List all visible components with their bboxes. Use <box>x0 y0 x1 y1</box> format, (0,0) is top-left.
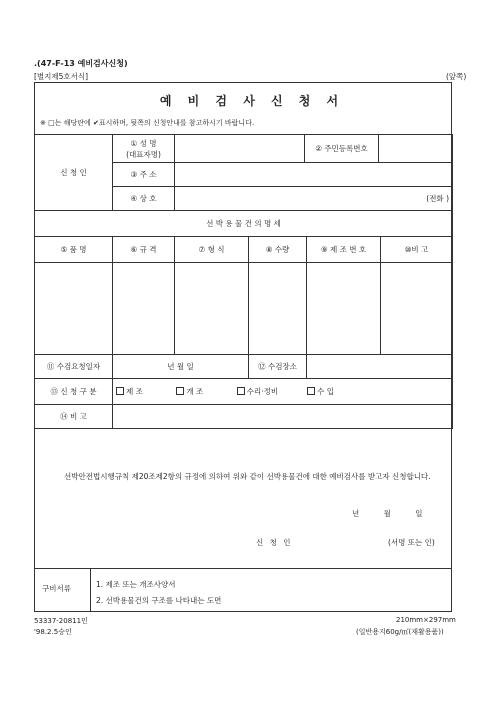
request-date-label: ⑪ 수검요청일자 <box>35 355 113 379</box>
application-date[interactable]: 년 월 일 <box>352 509 423 518</box>
name-field[interactable] <box>175 135 305 163</box>
address-field[interactable] <box>175 163 453 187</box>
goods-col-serial: ⑨ 제 조 번 호 <box>307 237 381 263</box>
front-side-label: (앞쪽) <box>446 72 467 81</box>
instruction-notice: ※ □는 해당란에 ✔표시하며, 뒷쪽의 신청안내를 참고하시기 바랍니다. <box>40 119 255 127</box>
goods-spec-cell[interactable] <box>113 263 175 355</box>
inspection-place-label: ⑫ 수검장소 <box>249 355 307 379</box>
goods-type-cell[interactable] <box>175 263 249 355</box>
required-document-item: 1. 제조 또는 개조사양서 <box>96 580 176 589</box>
goods-col-spec: ⑥ 규 격 <box>113 237 175 263</box>
rrn-field[interactable] <box>379 135 453 163</box>
checkbox-icon <box>237 387 245 395</box>
company-label: ④ 상 호 <box>113 187 175 211</box>
request-date-field[interactable]: 년 월 일 <box>113 355 249 379</box>
rrn-label: ② 주민등록번호 <box>305 135 379 163</box>
documents-column-divider <box>90 568 91 612</box>
application-type-options <box>113 379 453 405</box>
form-title: 예 비 검 사 신 청 서 <box>159 94 345 108</box>
goods-serial-cell[interactable] <box>307 263 381 355</box>
application-type-label: ⑬ 신 청 구 분 <box>35 379 113 405</box>
remarks-label: ⑭ 비 고 <box>35 405 113 429</box>
option-manufacture[interactable]: 제 조 <box>116 386 174 397</box>
applicant-table <box>34 134 453 211</box>
goods-col-type: ⑦ 형 식 <box>175 237 249 263</box>
annex-label: [별지제5호서식] <box>34 72 89 81</box>
form-identifier: .(47-F-13 예비검사신청) <box>34 59 128 68</box>
approval-date: '98.2.5승인 <box>34 628 72 636</box>
application-statement: 선박안전법시행규칙 제20조제2항의 규정에 의하여 위와 같이 선박용물건에 대한 예비검사를 받고자 신청합니다. <box>64 472 431 481</box>
request-table <box>34 354 453 429</box>
option-import[interactable]: 수 입 <box>307 386 365 397</box>
phone-field[interactable] <box>175 187 453 211</box>
signature-note: (서명 또는 인) <box>388 538 435 547</box>
goods-table <box>34 210 453 355</box>
goods-col-remarks: ⑩비 고 <box>381 237 453 263</box>
form-code: 53337-20811민 <box>34 617 88 625</box>
option-repair[interactable]: 수리·정비 <box>237 386 305 397</box>
checkbox-icon <box>176 387 184 395</box>
applicant-signature-label: 신 청 인 <box>256 538 293 547</box>
goods-section-header: 선 박 용 물 건 의 명 세 <box>35 211 453 237</box>
goods-quantity-cell[interactable] <box>249 263 307 355</box>
goods-col-quantity: ⑧ 수량 <box>249 237 307 263</box>
checkbox-icon <box>307 387 315 395</box>
paper-size: 210mm×297mm <box>396 616 456 624</box>
phone-label: (전화 ) <box>426 194 449 203</box>
required-document-item: 2. 선박용물건의 구조를 나타내는 도면 <box>96 596 222 605</box>
goods-remarks-cell[interactable] <box>381 263 453 355</box>
checkbox-icon <box>116 387 124 395</box>
remarks-field[interactable] <box>113 405 453 429</box>
applicant-label: 신 청 인 <box>35 135 113 211</box>
goods-col-name: ⑤ 품 명 <box>35 237 113 263</box>
documents-divider <box>34 568 452 569</box>
name-label: ① 성 명 (대표자명) <box>113 135 175 163</box>
inspection-place-field[interactable] <box>307 355 453 379</box>
paper-type: (일반용지60g/㎡(재활용품)) <box>356 628 444 636</box>
required-documents-label: 구비서류 <box>42 584 71 593</box>
address-label: ③ 주 소 <box>113 163 175 187</box>
goods-name-cell[interactable] <box>35 263 113 355</box>
option-modification[interactable]: 개 조 <box>176 386 234 397</box>
